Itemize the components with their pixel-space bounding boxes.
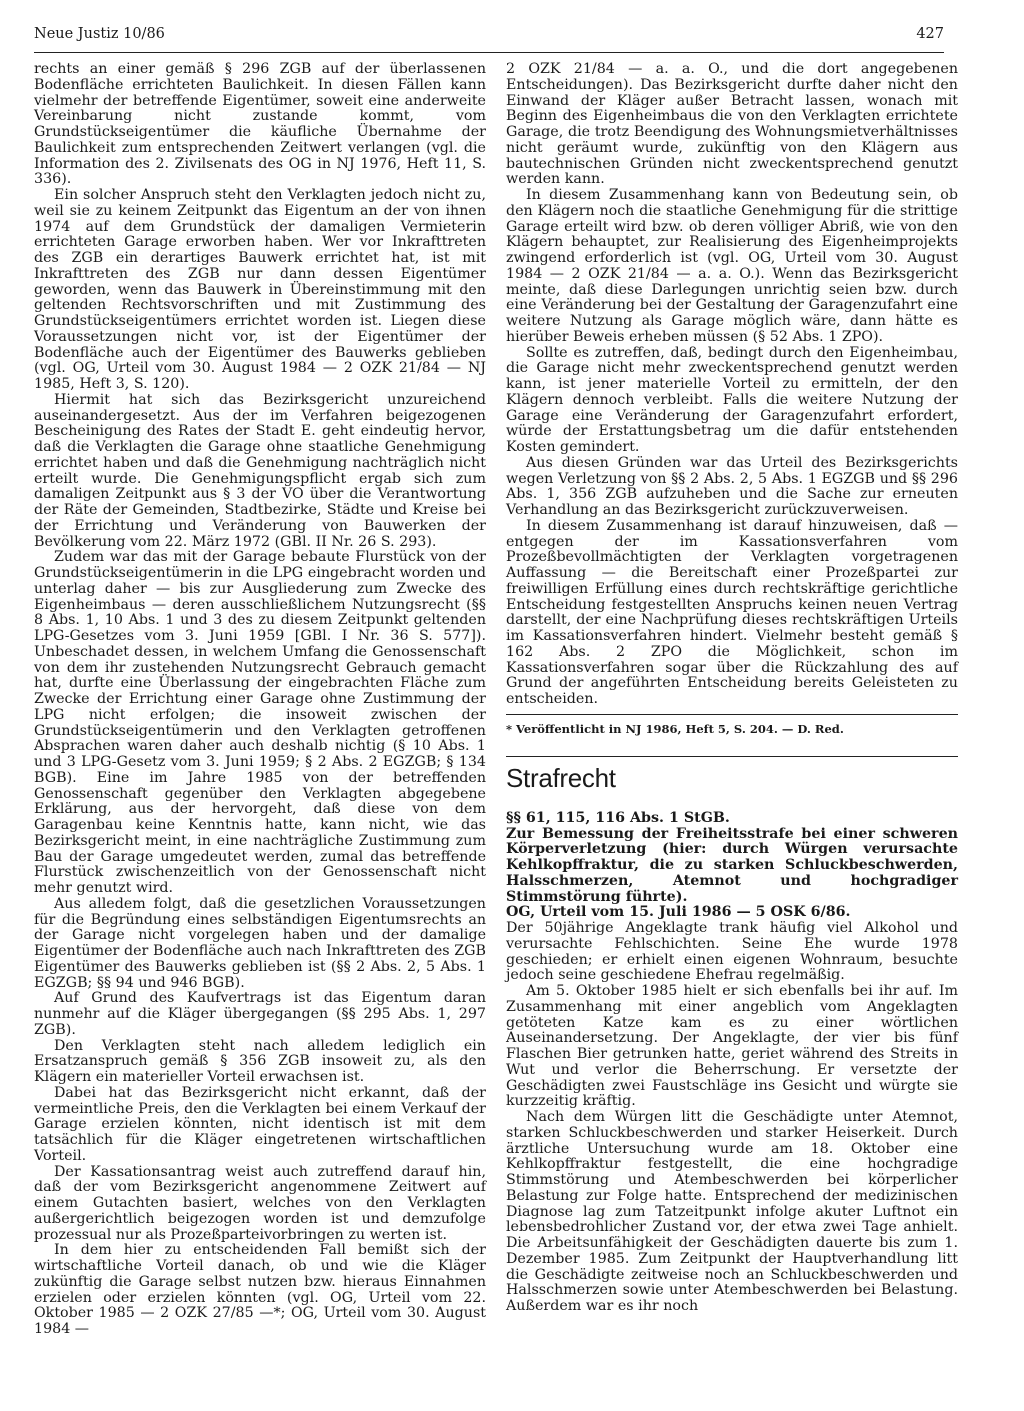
page-header	[34, 26, 944, 52]
decision-citation: OG, Urteil vom 15. Juli 1986 — 5 OSK 6/86.	[506, 904, 851, 921]
footnote: * Veröffentlicht in NJ 1986, Heft 5, S. 204. — D. Red.	[506, 721, 844, 736]
paragraph: Zudem war das mit der Garage bebaute Flurstück von der Grundstückseigentümerin in die LPG eingebracht worden und unterlag daher — bis zur Ausgliederung zum Zwecke des Eigenheimbaus — deren ausschließlichem Nutzungsrecht (§§ 8 Abs. 1, 10 Abs. 1 und 3 des zu diesem Zeitpunkt geltenden LPG-Gesetzes vom 3. Juni 1959 [GBl. I Nr. 36 S. 577]). Unbeschadet dessen, in welchem Umfang die Genossenschaft von dem ihr zustehenden Nutzungsrecht Gebrauch gemacht hat, durfte eine Überlassung der eingebrachten Fläche zum Zwecke der Errichtung einer Garage ohne Zustimmung der LPG nicht erfolgen; die insoweit zwischen der Grundstückseigentümerin und den Verklagten getroffenen Absprachen waren daher auch deshalb nichtig (§ 10 Abs. 1 und 3 LPG-Gesetz vom 3. Juni 1959; § 2 Abs. 2 EGZGB; § 134 BGB). Eine im Jahre 1985 von der betreffenden Genossenschaft gegenüber den Verklagten abgegebene Erklärung, aus der hervorgeht, daß diese von dem Garagenbau keine Kenntnis hatte, kann nicht, wie das Bezirksgericht meint, in eine nachträgliche Zustimmung zum Bau der Garage umgedeutet werden, zumal das betreffende Flurstück zwischenzeitlich von der Genossenschaft nicht mehr genutzt wird.	[34, 549, 486, 896]
footnote-rule	[506, 714, 958, 715]
paragraph: rechts an einer gemäß § 296 ZGB auf der überlassenen Bodenfläche errichteten Baulichkeit. In diesen Fällen kann vielmehr der betreffende Eigentümer, soweit eine anderweite Vereinbarung nicht zustande kommt, vom Grundstückseigentümer die käufliche Übernahme der Baulichkeit zum entsprechenden Zeitwert verlangen (vgl. die Information des 2. Zivilsenats des OG in NJ 1976, Heft 11, S. 336).	[34, 61, 486, 188]
paragraph: Hiermit hat sich das Bezirksgericht unzureichend auseinandergesetzt. Aus der im Verfahren beigezogenen Bescheinigung des Rates der Stadt E. geht eindeutig hervor, daß die Verklagten die Garage ohne staatliche Genehmigung errichtet haben und daß die Genehmigung nachträglich nicht erteilt wurde. Die Genehmigungspflicht ergab sich zum damaligen Zeitpunkt aus § 3 der VO über die Verantwortung der Räte der Gemeinden, Stadtbezirke, Städte und Kreise bei der Errichtung und Veränderung von Bauwerken der Bevölkerung vom 22. März 1972 (GBl. II Nr. 26 S. 293).	[34, 391, 486, 550]
paragraph: Aus diesen Gründen war das Urteil des Bezirksgerichts wegen Verletzung von §§ 2 Abs. 2, 5 Abs. 1 EGZGB und §§ 296 Abs. 1, 356 ZGB aufzuheben und die Sache zur erneuten Verhandlung an das Bezirksgericht zurückzuverweisen.	[506, 454, 958, 518]
paragraph: Auf Grund des Kaufvertrags ist das Eigentum daran nunmehr auf die Kläger übergegangen (§§ 295 Abs. 1, 297 ZGB).	[34, 990, 486, 1038]
paragraph: 2 OZK 21/84 — a. a. O., und die dort angegebenen Entscheidungen). Das Bezirksgericht durfte daher nicht den Einwand der Kläger außer Betracht lassen, wonach mit Beginn des Eigenheimbaus die von den Verklagten errichtete Garage, die trotz Beendigung des Wohnungsmietverhältnisses nicht geräumt wurde, zukünftig von den Klägern aus bautechnischen Gründen nicht zweckentsprechend genutzt werden kann.	[506, 61, 958, 188]
header-rule	[34, 52, 944, 53]
section-title: Strafrecht	[506, 762, 616, 793]
paragraph: Aus alledem folgt, daß die gesetzlichen Voraussetzungen für die Begründung eines selbständigen Eigentumsrechts an der Garage nicht vorgelegen haben und der damalige Eigentümer der Bodenfläche auch nach Inkrafttreten des ZGB Eigentümer des Bauwerks geblieben ist (§§ 2 Abs. 2, 5 Abs. 1 EGZGB; §§ 94 und 946 BGB).	[34, 895, 486, 991]
paragraph: In diesem Zusammenhang ist darauf hinzuweisen, daß — entgegen der im Kassationsverfahren vom Prozeßbevollmächtigten der Verklagten vorgetragenen Auffassung — die Bereitschaft einer Prozeßpartei zur freiwilligen Erfüllung eines durch rechtskräftige gerichtliche Entscheidung festgestellten Anspruchs keinen neuen Vertrag darstellt, der eine Nachprüfung dieses rechtskräftigen Urteils im Kassationsverfahren hindert. Vielmehr besteht gemäß § 162 Abs. 2 ZPO die Möglichkeit, schon im Kassationsverfahren sogar über die Rückzahlung des auf Grund der angeführten Entscheidung bereits Geleisteten zu entscheiden.	[506, 517, 958, 707]
paragraph: Den Verklagten steht nach alledem lediglich ein Ersatzanspruch gemäß § 356 ZGB insoweit zu, als den Klägern ein materieller Vorteil erwachsen ist.	[34, 1037, 486, 1085]
paragraph: In dem hier zu entscheidenden Fall bemißt sich der wirtschaftliche Vorteil danach, ob und wie die Kläger zukünftig die Garage selbst nutzen bzw. hieraus Einnahmen erzielen oder erzielen könnten (vgl. OG, Urteil vom 22. Oktober 1985 — 2 OZK 27/85 —*; OG, Urteil vom 30. August 1984 —	[34, 1242, 486, 1337]
journal-title: Neue Justiz 10/86	[34, 26, 165, 42]
headnote: Zur Bemessung der Freiheitsstrafe bei einer schweren Körperverletzung (hier: durch Würgen verursachte Kehlkopffraktur, die zu starken Schluckbeschwerden, Halsschmerzen, Atemnot und hochgradiger Stimmstörung führte).	[506, 825, 958, 905]
paragraph: Dabei hat das Bezirksgericht nicht erkannt, daß der vermeintliche Preis, den die Verklagten bei einem Verkauf der Garage erzielen könnten, nicht identisch ist mit dem tatsächlich für die Kläger eingetretenen wirtschaftlichen Vorteil.	[34, 1084, 486, 1164]
paragraph: In diesem Zusammenhang kann von Bedeutung sein, ob den Klägern noch die staatliche Genehmigung für die strittige Garage erteilt wird bzw. ob deren völliger Abriß, wie von den Klägern behauptet, zur Realisierung des Eigenheimprojekts zwingend erforderlich ist (vgl. OG, Urteil vom 30. August 1984 — 2 OZK 21/84 — a. a. O.). Wenn das Bezirksgericht meinte, daß diese Darlegungen unrichtig seien bzw. durch eine Veränderung bei der Gestaltung der Garagenzufahrt eine weitere Nutzung als Garage möglich wäre, dann hätte es hierüber Beweis erheben müssen (§ 52 Abs. 1 ZPO).	[506, 187, 958, 345]
paragraph: Der Kassationsantrag weist auch zutreffend darauf hin, daß der vom Bezirksgericht angenommene Zeitwert auf einem Gutachten basiert, welches von den Verklagten außergerichtlich beigezogen worden ist und demzufolge prozessual nur als Prozeßparteivorbringen zu werten ist.	[34, 1163, 486, 1243]
paragraph: Der 50jährige Angeklagte trank häufig viel Alkohol und verursachte Fehlschichten. Seine Ehe wurde 1978 geschieden; er erhielt einen eigenen Wohnraum, besuchte jedoch seine geschiedene Ehefrau regelmäßig.	[506, 920, 958, 984]
page-number: 427	[916, 26, 944, 42]
paragraph: Nach dem Würgen litt die Geschädigte unter Atemnot, starken Schluckbeschwerden und starker Heiserkeit. Durch ärztliche Untersuchung wurde am 18. Oktober eine Kehlkopffraktur festgestellt, die eine hochgradige Stimmstörung und Atembeschwerden bei körperlicher Belastung zur Folge hatte. Entsprechend der medizinischen Diagnose lag zum Tatzeitpunkt infolge akuter Luftnot ein lebensbedrohlicher Zustand vor, der etwa zwei Tage anhielt. Die Arbeitsunfähigkeit der Geschädigten dauerte bis zum 1. Dezember 1985. Zum Zeitpunkt der Hauptverhandlung litt die Geschädigte zeitweise noch an Schluckbeschwerden und Halsschmerzen sowie unter Atembeschwerden bei Belastung. Außerdem war es ihr noch	[506, 1109, 958, 1314]
paragraph: Sollte es zutreffen, daß, bedingt durch den Eigenheimbau, die Garage nicht mehr zweckentsprechend genutzt werden kann, ist jener materielle Vorteil zu ermitteln, der den Klägern dennoch verbleibt. Falls die weitere Nutzung der Garage eine Veränderung der Garagenzufahrt erfordert, würde der Erstattungsbetrag um die dafür entstehenden Kosten gemindert.	[506, 344, 958, 455]
section-rule	[506, 756, 958, 757]
paragraph: Ein solcher Anspruch steht den Verklagten jedoch nicht zu, weil sie zu keinem Zeitpunkt das Eigentum an der von ihnen 1974 auf dem Grundstück der damaligen Vermieterin errichteten Garage erworben haben. Wer vor Inkrafttreten des ZGB ein derartiges Bauwerk errichtet hat, ist mit Inkrafttreten des ZGB nur dann dessen Eigentümer geworden, wenn das Bauwerk in Übereinstimmung mit den geltenden Rechtsvorschriften und mit Zustimmung des Grundstückseigentümers errichtet worden ist. Liegen diese Voraussetzungen nicht vor, ist der Eigentümer der Bodenfläche auch der Eigentümer des Bauwerks geblieben (vgl. OG, Urteil vom 30. August 1984 — 2 OZK 21/84 — NJ 1985, Heft 3, S. 120).	[34, 187, 486, 392]
paragraph: Am 5. Oktober 1985 hielt er sich ebenfalls bei ihr auf. Im Zusammenhang mit einer angeblich vom Angeklagten getöteten Katze kam es zu einer wörtlichen Auseinandersetzung. Der Angeklagte, der vier bis fünf Flaschen Bier getrunken hatte, geriet während des Streits in Wut und verlor die Beherrschung. Er versetzte der Geschädigten zwei Faustschläge ins Gesicht und würgte sie kurzzeitig kräftig.	[506, 983, 958, 1110]
legal-norms: §§ 61, 115, 116 Abs. 1 StGB.	[506, 809, 730, 826]
left-column	[34, 62, 486, 1338]
right-column	[506, 62, 958, 1315]
